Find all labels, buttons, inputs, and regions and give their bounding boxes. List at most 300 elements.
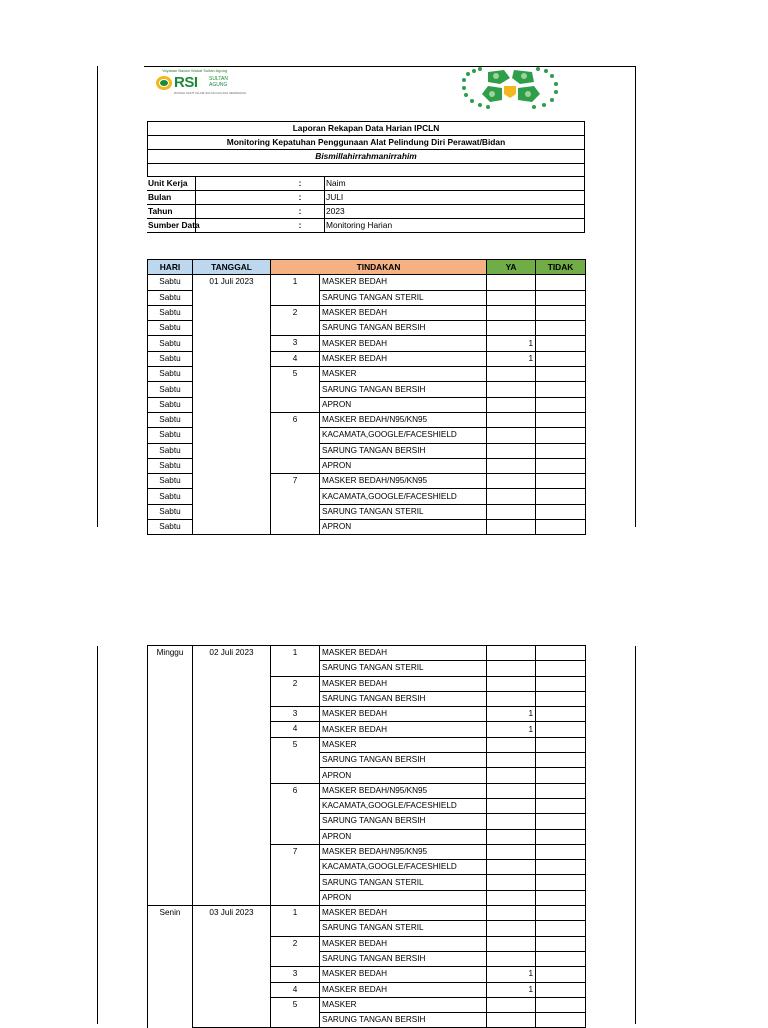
cell-tindakan: MASKER BEDAH/N95/KN95 (320, 844, 487, 859)
report-subtitle: Monitoring Kepatuhan Penggunaan Alat Pelindung Diri Perawat/Bidan (148, 136, 585, 150)
cell-ya[interactable] (487, 997, 536, 1012)
cell-no (271, 1013, 320, 1028)
cell-tidak[interactable] (536, 997, 586, 1012)
cell-hari (148, 921, 193, 936)
cell-tanggal (193, 753, 271, 768)
cell-tanggal (193, 814, 271, 829)
table-row (148, 753, 586, 768)
cell-no: 1 (271, 646, 320, 661)
cell-hari: Sabtu (148, 504, 193, 519)
cell-hari: Sabtu (148, 367, 193, 382)
cell-tanggal (193, 661, 271, 676)
cell-ya[interactable] (487, 443, 536, 458)
cell-tindakan: KACAMATA,GOOGLE/FACESHIELD (320, 860, 487, 875)
cell-no (271, 921, 320, 936)
cell-tanggal: 02 Juli 2023 (193, 646, 271, 661)
cell-ya[interactable] (487, 951, 536, 966)
cell-tanggal (193, 921, 271, 936)
table-row (148, 982, 586, 997)
meta-spacer (196, 191, 277, 205)
table-row (148, 906, 586, 921)
cell-tidak[interactable] (536, 951, 586, 966)
cell-no (271, 458, 320, 473)
cell-tindakan: MASKER BEDAH (320, 336, 487, 351)
ornament-logo-icon (458, 64, 562, 110)
cell-no: 3 (271, 967, 320, 982)
cell-tidak[interactable] (536, 646, 586, 661)
cell-ya[interactable] (487, 753, 536, 768)
cell-hari (148, 875, 193, 890)
cell-tindakan: SARUNG TANGAN BERSIH (320, 691, 487, 706)
logo-foot: RUMAH SAKIT ISLAM SULTAN AGUNG SEMARANG (174, 91, 247, 95)
cell-tindakan: MASKER BEDAH (320, 936, 487, 951)
cell-tidak[interactable] (536, 707, 586, 722)
cell-ya[interactable]: 1 (487, 336, 536, 351)
cell-tanggal (193, 474, 271, 489)
cell-tidak[interactable] (536, 489, 586, 504)
cell-tanggal: 01 Juli 2023 (193, 275, 271, 290)
cell-hari: Sabtu (148, 489, 193, 504)
cell-ya[interactable] (487, 936, 536, 951)
cell-ya[interactable] (487, 783, 536, 798)
cell-tidak[interactable] (536, 829, 586, 844)
cell-tidak[interactable] (536, 936, 586, 951)
table-row (148, 997, 586, 1012)
table-header-row (148, 260, 586, 275)
table-row (148, 967, 586, 982)
table-row (148, 382, 586, 397)
table-row (148, 783, 586, 798)
meta-value: 2023 (325, 205, 585, 219)
cell-ya[interactable] (487, 489, 536, 504)
cell-hari (148, 844, 193, 859)
cell-ya[interactable] (487, 890, 536, 905)
cell-no (271, 489, 320, 504)
cell-hari (148, 798, 193, 813)
cell-tindakan: MASKER BEDAH/N95/KN95 (320, 412, 487, 427)
cell-tanggal (193, 890, 271, 905)
meta-spacer (196, 177, 277, 191)
cell-hari: Sabtu (148, 443, 193, 458)
cell-tidak[interactable] (536, 860, 586, 875)
cell-tidak[interactable] (536, 290, 586, 305)
bismillah-line: Bismillahirrahmanirrahim (148, 150, 585, 164)
cell-no: 2 (271, 305, 320, 320)
cell-ya[interactable] (487, 367, 536, 382)
table-row (148, 367, 586, 382)
cell-ya[interactable] (487, 412, 536, 427)
cell-tindakan: SARUNG TANGAN BERSIH (320, 321, 487, 336)
cell-tindakan: MASKER BEDAH/N95/KN95 (320, 474, 487, 489)
cell-hari (148, 768, 193, 783)
cell-tindakan: SARUNG TANGAN BERSIH (320, 753, 487, 768)
cell-tindakan: SARUNG TANGAN BERSIH (320, 814, 487, 829)
cell-ya[interactable] (487, 520, 536, 535)
cell-tidak[interactable] (536, 520, 586, 535)
cell-hari: Sabtu (148, 321, 193, 336)
cell-tidak[interactable] (536, 982, 586, 997)
meta-label: Bulan (147, 191, 196, 205)
cell-ya[interactable] (487, 676, 536, 691)
cell-no (271, 860, 320, 875)
cell-tindakan: SARUNG TANGAN BERSIH (320, 382, 487, 397)
cell-tanggal (193, 737, 271, 752)
cell-tindakan: MASKER BEDAH (320, 646, 487, 661)
cell-hari: Sabtu (148, 382, 193, 397)
table-row (148, 1013, 586, 1028)
table-row (148, 844, 586, 859)
table-row (148, 798, 586, 813)
frame-gap (98, 60, 144, 70)
cell-hari: Sabtu (148, 474, 193, 489)
report-header (147, 121, 585, 177)
cell-tindakan: KACAMATA,GOOGLE/FACESHIELD (320, 428, 487, 443)
cell-hari: Sabtu (148, 412, 193, 427)
cell-ya[interactable] (487, 906, 536, 921)
cell-no: 1 (271, 906, 320, 921)
cell-tanggal (193, 844, 271, 859)
cell-tindakan: MASKER BEDAH (320, 351, 487, 366)
cell-tanggal (193, 798, 271, 813)
report-title: Laporan Rekapan Data Harian IPCLN (148, 122, 585, 136)
table-row (148, 860, 586, 875)
cell-hari (148, 967, 193, 982)
table-row (148, 504, 586, 519)
cell-tindakan: APRON (320, 890, 487, 905)
cell-tidak[interactable] (536, 321, 586, 336)
cell-tidak[interactable] (536, 275, 586, 290)
cell-no (271, 428, 320, 443)
cell-hari (148, 737, 193, 752)
cell-tindakan: APRON (320, 397, 487, 412)
cell-tanggal (193, 967, 271, 982)
cell-ya[interactable] (487, 875, 536, 890)
cell-hari: Sabtu (148, 351, 193, 366)
cell-tindakan: SARUNG TANGAN BERSIH (320, 1013, 487, 1028)
cell-tindakan: MASKER BEDAH (320, 982, 487, 997)
cell-tindakan: MASKER (320, 737, 487, 752)
cell-tidak[interactable] (536, 397, 586, 412)
cell-tindakan: MASKER BEDAH/N95/KN95 (320, 783, 487, 798)
table-row (148, 290, 586, 305)
cell-hari (148, 691, 193, 706)
cell-hari (148, 982, 193, 997)
cell-tindakan: SARUNG TANGAN STERIL (320, 504, 487, 519)
cell-tidak[interactable] (536, 890, 586, 905)
table-row (148, 814, 586, 829)
cell-no (271, 875, 320, 890)
cell-tidak[interactable] (536, 661, 586, 676)
cell-tanggal (193, 351, 271, 366)
cell-ya[interactable]: 1 (487, 707, 536, 722)
meta-colon: : (276, 177, 325, 191)
cell-no (271, 829, 320, 844)
cell-hari (148, 1013, 193, 1028)
cell-ya[interactable] (487, 661, 536, 676)
cell-hari: Sabtu (148, 290, 193, 305)
col-ya: YA (487, 260, 536, 275)
cell-tindakan: KACAMATA,GOOGLE/FACESHIELD (320, 798, 487, 813)
cell-tanggal (193, 382, 271, 397)
cell-no: 5 (271, 737, 320, 752)
meta-label: Tahun (147, 205, 196, 219)
table-row (148, 474, 586, 489)
cell-tidak[interactable] (536, 1013, 586, 1028)
cell-tanggal (193, 722, 271, 737)
cell-tidak[interactable] (536, 814, 586, 829)
cell-no (271, 397, 320, 412)
cell-ya[interactable] (487, 646, 536, 661)
meta-label: Sumber Data (147, 219, 196, 233)
cell-hari: Senin (148, 906, 193, 921)
cell-no (271, 798, 320, 813)
cell-ya[interactable] (487, 737, 536, 752)
cell-no (271, 321, 320, 336)
meta-colon: : (276, 191, 325, 205)
cell-tindakan: SARUNG TANGAN BERSIH (320, 951, 487, 966)
cell-tindakan: MASKER (320, 367, 487, 382)
cell-ya[interactable] (487, 844, 536, 859)
meta-row (147, 177, 585, 191)
cell-tanggal (193, 443, 271, 458)
table-row (148, 875, 586, 890)
cell-tidak[interactable] (536, 504, 586, 519)
cell-tidak[interactable] (536, 443, 586, 458)
cell-tindakan: MASKER BEDAH (320, 305, 487, 320)
table-row (148, 336, 586, 351)
table-row (148, 321, 586, 336)
cell-tindakan: KACAMATA,GOOGLE/FACESHIELD (320, 489, 487, 504)
cell-tidak[interactable] (536, 676, 586, 691)
cell-tanggal (193, 951, 271, 966)
cell-tanggal (193, 290, 271, 305)
cell-tidak[interactable] (536, 967, 586, 982)
cell-ya[interactable] (487, 691, 536, 706)
cell-tidak[interactable] (536, 382, 586, 397)
cell-hari (148, 936, 193, 951)
cell-no: 5 (271, 997, 320, 1012)
cell-tindakan: SARUNG TANGAN STERIL (320, 290, 487, 305)
cell-tindakan: APRON (320, 829, 487, 844)
cell-tanggal (193, 875, 271, 890)
cell-tanggal (193, 1013, 271, 1028)
cell-tindakan: SARUNG TANGAN STERIL (320, 875, 487, 890)
cell-hari: Sabtu (148, 275, 193, 290)
table-row (148, 646, 586, 661)
cell-ya[interactable] (487, 382, 536, 397)
cell-tanggal (193, 397, 271, 412)
cell-no: 7 (271, 844, 320, 859)
meta-row (147, 219, 585, 233)
cell-no: 5 (271, 367, 320, 382)
cell-tidak[interactable] (536, 336, 586, 351)
cell-tidak[interactable] (536, 412, 586, 427)
table-row (148, 489, 586, 504)
col-tanggal: TANGGAL (193, 260, 271, 275)
cell-no: 1 (271, 275, 320, 290)
cell-ya[interactable] (487, 829, 536, 844)
table-row (148, 520, 586, 535)
cell-tidak[interactable] (536, 875, 586, 890)
cell-no: 2 (271, 936, 320, 951)
cell-tindakan: MASKER BEDAH (320, 676, 487, 691)
cell-tanggal (193, 321, 271, 336)
cell-ya[interactable] (487, 458, 536, 473)
cell-hari (148, 951, 193, 966)
cell-tindakan: MASKER (320, 997, 487, 1012)
table-row (148, 951, 586, 966)
cell-tidak[interactable] (536, 474, 586, 489)
cell-tanggal (193, 305, 271, 320)
cell-hari: Sabtu (148, 397, 193, 412)
cell-tanggal (193, 367, 271, 382)
cell-hari: Sabtu (148, 305, 193, 320)
cell-tanggal (193, 336, 271, 351)
cell-no (271, 768, 320, 783)
cell-hari: Sabtu (148, 458, 193, 473)
cell-tidak[interactable] (536, 906, 586, 921)
table-row (148, 921, 586, 936)
table-row (148, 936, 586, 951)
cell-no: 4 (271, 722, 320, 737)
rsi-logo (156, 68, 252, 94)
meta-spacer (196, 219, 277, 233)
cell-ya[interactable]: 1 (487, 722, 536, 737)
cell-tidak[interactable] (536, 458, 586, 473)
cell-tindakan: APRON (320, 768, 487, 783)
cell-hari (148, 783, 193, 798)
table-row (148, 829, 586, 844)
table-row (148, 890, 586, 905)
table-row (148, 443, 586, 458)
cell-tindakan: MASKER BEDAH (320, 707, 487, 722)
meta-label: Unit Kerja (147, 177, 196, 191)
cell-tidak[interactable] (536, 351, 586, 366)
logo-tagline: Yayasan Badan Wakaf Sultan Agung (162, 68, 228, 73)
cell-no: 2 (271, 676, 320, 691)
cell-hari (148, 890, 193, 905)
cell-no (271, 890, 320, 905)
cell-ya[interactable]: 1 (487, 967, 536, 982)
cell-ya[interactable] (487, 305, 536, 320)
cell-ya[interactable] (487, 798, 536, 813)
table-row (148, 351, 586, 366)
cell-tanggal (193, 936, 271, 951)
cell-tidak[interactable] (536, 921, 586, 936)
cell-no (271, 382, 320, 397)
table-row (148, 691, 586, 706)
cell-tanggal (193, 676, 271, 691)
cell-tidak[interactable] (536, 783, 586, 798)
cell-no (271, 290, 320, 305)
cell-tidak[interactable] (536, 367, 586, 382)
cell-ya[interactable] (487, 428, 536, 443)
cell-tanggal (193, 768, 271, 783)
cell-ya[interactable]: 1 (487, 351, 536, 366)
meta-colon: : (276, 205, 325, 219)
table-row (148, 428, 586, 443)
cell-ya[interactable] (487, 1013, 536, 1028)
cell-tidak[interactable] (536, 753, 586, 768)
cell-hari (148, 814, 193, 829)
cell-tidak[interactable] (536, 691, 586, 706)
cell-tidak[interactable] (536, 428, 586, 443)
cell-tindakan: MASKER BEDAH (320, 722, 487, 737)
cell-hari: Sabtu (148, 520, 193, 535)
cell-tanggal (193, 458, 271, 473)
cell-ya[interactable] (487, 860, 536, 875)
table-row (148, 397, 586, 412)
cell-hari: Sabtu (148, 336, 193, 351)
table-row (148, 305, 586, 320)
cell-tidak[interactable] (536, 798, 586, 813)
cell-ya[interactable] (487, 474, 536, 489)
logo-name: RSI (174, 74, 198, 91)
cell-tindakan: MASKER BEDAH (320, 906, 487, 921)
logo-sub: SULTAN AGUNG (209, 76, 228, 88)
cell-ya[interactable] (487, 290, 536, 305)
cell-tanggal (193, 997, 271, 1012)
table-row (148, 275, 586, 290)
cell-ya[interactable] (487, 397, 536, 412)
table-row (148, 768, 586, 783)
cell-tindakan: MASKER BEDAH (320, 967, 487, 982)
cell-tidak[interactable] (536, 768, 586, 783)
table-row (148, 737, 586, 752)
cell-tanggal (193, 428, 271, 443)
cell-hari (148, 753, 193, 768)
cell-tidak[interactable] (536, 305, 586, 320)
meta-row (147, 205, 585, 219)
cell-tanggal (193, 982, 271, 997)
cell-tanggal (193, 783, 271, 798)
cell-no: 6 (271, 783, 320, 798)
col-tindakan: TINDAKAN (271, 260, 487, 275)
cell-hari (148, 676, 193, 691)
cell-ya[interactable]: 1 (487, 982, 536, 997)
cell-tanggal (193, 691, 271, 706)
cell-no: 6 (271, 412, 320, 427)
cell-tanggal (193, 504, 271, 519)
cell-tidak[interactable] (536, 844, 586, 859)
cell-no (271, 443, 320, 458)
table-row (148, 722, 586, 737)
cell-no (271, 661, 320, 676)
cell-tidak[interactable] (536, 722, 586, 737)
cell-no (271, 814, 320, 829)
cell-hari: Sabtu (148, 428, 193, 443)
cell-no (271, 951, 320, 966)
logo-dot-icon (160, 80, 168, 86)
cell-tanggal (193, 489, 271, 504)
cell-ya[interactable] (487, 814, 536, 829)
cell-ya[interactable] (487, 921, 536, 936)
meta-info-table (147, 177, 585, 233)
cell-tanggal (193, 829, 271, 844)
cell-tindakan: SARUNG TANGAN STERIL (320, 921, 487, 936)
cell-tanggal (193, 707, 271, 722)
cell-ya[interactable] (487, 321, 536, 336)
cell-hari (148, 829, 193, 844)
cell-tidak[interactable] (536, 737, 586, 752)
meta-value: Naim (325, 177, 585, 191)
cell-ya[interactable] (487, 275, 536, 290)
cell-ya[interactable] (487, 504, 536, 519)
cell-hari (148, 661, 193, 676)
cell-hari (148, 860, 193, 875)
cell-tanggal (193, 520, 271, 535)
cell-ya[interactable] (487, 768, 536, 783)
